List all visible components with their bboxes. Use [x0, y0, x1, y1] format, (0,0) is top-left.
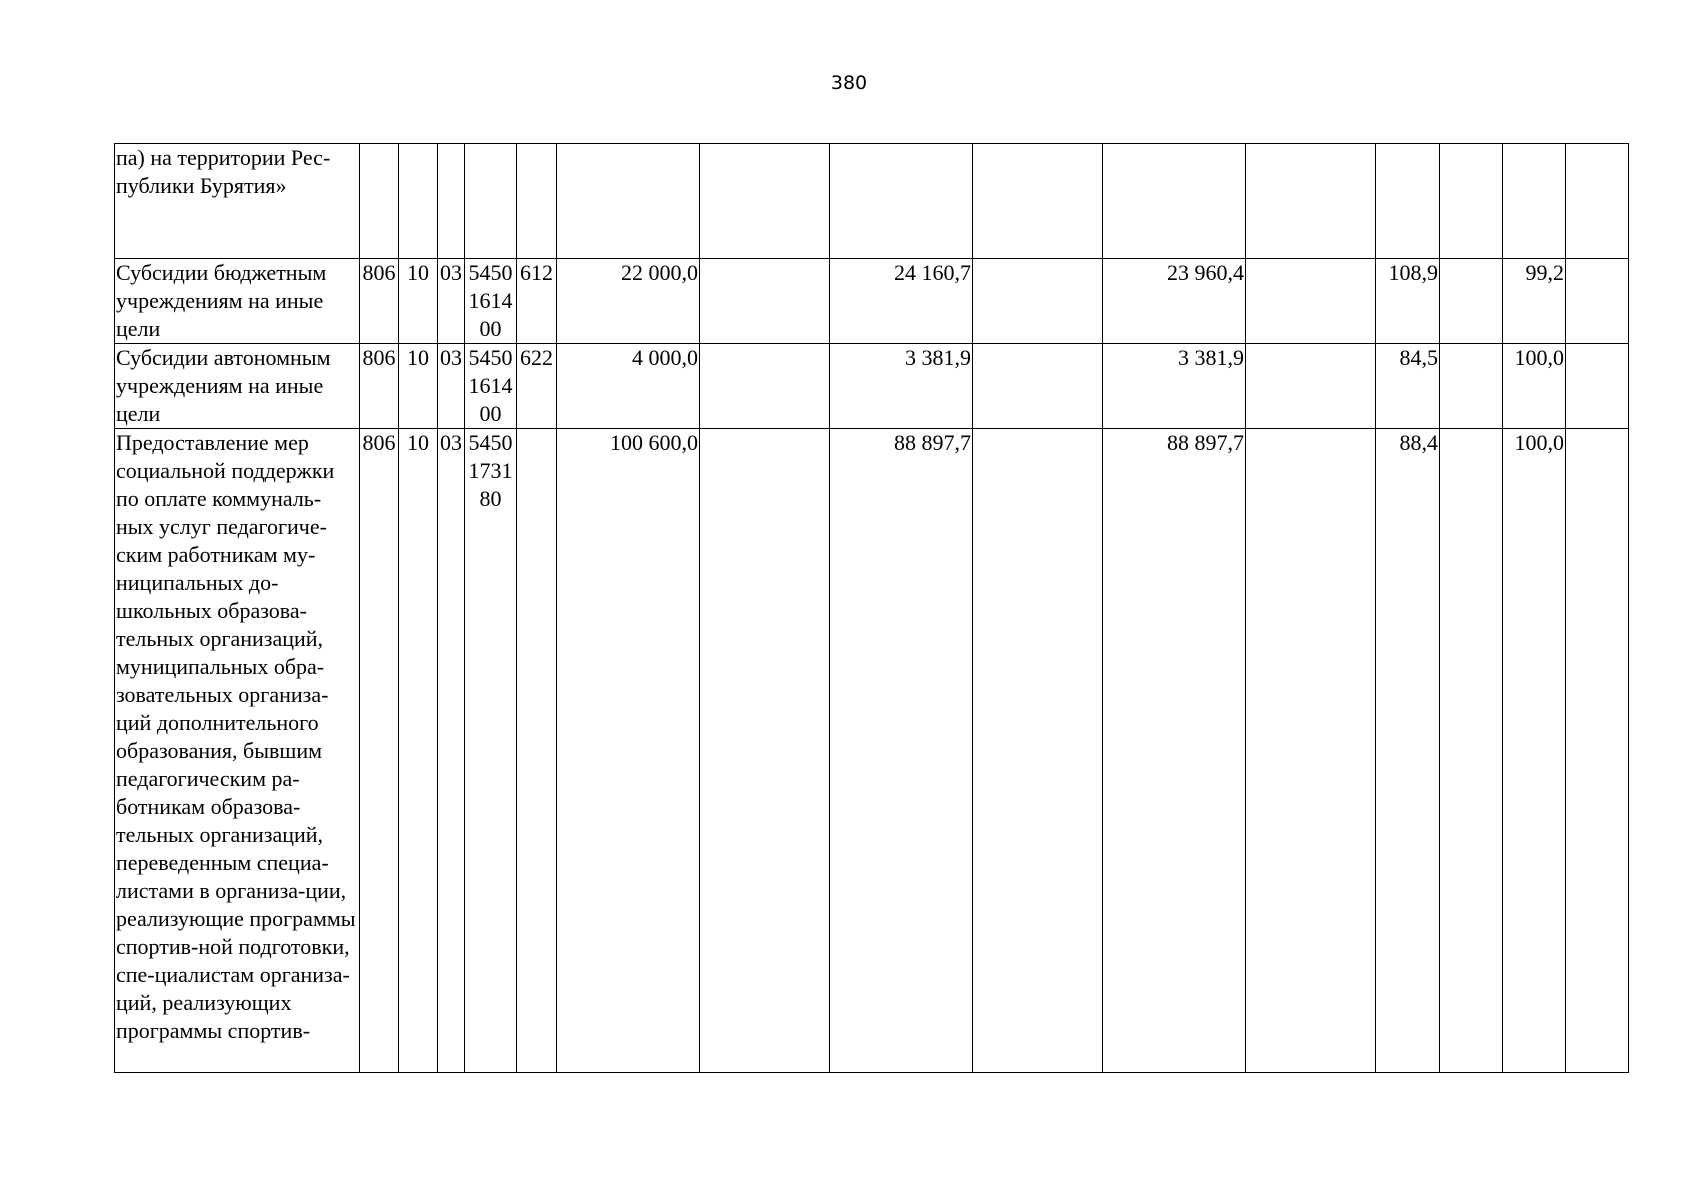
cell-rz: 10 [399, 259, 438, 344]
cell-value-2 [700, 429, 830, 1073]
row-name: Субсидии автономным учреждениям на иные цели [115, 344, 360, 429]
cell-value-4 [973, 144, 1103, 259]
cell-percent-1: 108,9 [1376, 259, 1440, 344]
cell-percent-4 [1566, 144, 1629, 259]
cell-rz: 10 [399, 429, 438, 1073]
cell-rz: 10 [399, 344, 438, 429]
table-row [115, 144, 1629, 259]
table-row [115, 429, 1629, 1073]
cell-value-1 [557, 144, 700, 259]
cell-pr: 03 [438, 259, 465, 344]
cell-value-6 [1246, 429, 1376, 1073]
cell-percent-2 [1440, 344, 1503, 429]
cell-percent-2 [1440, 429, 1503, 1073]
cell-value-6 [1246, 344, 1376, 429]
cell-csr [465, 144, 517, 259]
cell-value-4 [973, 259, 1103, 344]
cell-gr [360, 144, 399, 259]
page-number: 380 [830, 72, 868, 94]
row-name [115, 144, 360, 259]
cell-gr: 806 [360, 429, 399, 1073]
cell-csr: 5450 1614 00 [465, 344, 517, 429]
cell-value-2 [700, 259, 830, 344]
cell-pr: 03 [438, 344, 465, 429]
cell-pr [438, 144, 465, 259]
cell-value-1: 22 000,0 [557, 259, 700, 344]
table-row [115, 259, 1629, 344]
cell-percent-2 [1440, 144, 1503, 259]
cell-percent-2 [1440, 259, 1503, 344]
cell-value-6 [1246, 259, 1376, 344]
cell-percent-1 [1376, 144, 1440, 259]
cell-csr: 5450 1614 00 [465, 259, 517, 344]
cell-value-1: 4 000,0 [557, 344, 700, 429]
cell-gr: 806 [360, 344, 399, 429]
cell-pr: 03 [438, 429, 465, 1073]
cell-value-2 [700, 344, 830, 429]
cell-percent-1: 88,4 [1376, 429, 1440, 1073]
cell-value-6 [1246, 144, 1376, 259]
table-row [115, 344, 1629, 429]
cell-value-3: 24 160,7 [830, 259, 973, 344]
row-name: Субсидии бюджетным учреждениям на иные цели [115, 259, 360, 344]
cell-value-5: 88 897,7 [1103, 429, 1246, 1073]
row-name-text: па) на территории Рес- публики Бурятия» [116, 145, 331, 198]
cell-value-1: 100 600,0 [557, 429, 700, 1073]
cell-vr [517, 144, 557, 259]
cell-percent-3: 99,2 [1503, 259, 1566, 344]
cell-percent-4 [1566, 429, 1629, 1073]
cell-value-3: 3 381,9 [830, 344, 973, 429]
cell-value-5: 3 381,9 [1103, 344, 1246, 429]
cell-vr [517, 429, 557, 1073]
cell-rz [399, 144, 438, 259]
cell-percent-4 [1566, 259, 1629, 344]
cell-value-3: 88 897,7 [830, 429, 973, 1073]
cell-value-3 [830, 144, 973, 259]
cell-value-2 [700, 144, 830, 259]
cell-gr: 806 [360, 259, 399, 344]
cell-value-4 [973, 429, 1103, 1073]
cell-percent-4 [1566, 344, 1629, 429]
budget-table [114, 143, 1629, 1073]
row-name: Предоставление мер социальной поддержки по оплате коммуналь-ных услуг педагогиче-ским работникам му-ниципальных до-школьных образова-тельных организаций, муниципальных обра-зовательных организа-ций дополнительного образования, бывшим педагогическим ра-ботникам образова-тельных организаций, переведенным специа-листами в организа-ции, реализующие программы спортив-ной подготовки, спе-циалистам организа-ций, реализующих программы спортив- [115, 429, 360, 1073]
cell-value-4 [973, 344, 1103, 429]
cell-vr: 622 [517, 344, 557, 429]
cell-vr: 612 [517, 259, 557, 344]
cell-value-5 [1103, 144, 1246, 259]
cell-percent-3: 100,0 [1503, 429, 1566, 1073]
cell-value-5: 23 960,4 [1103, 259, 1246, 344]
cell-csr: 5450 1731 80 [465, 429, 517, 1073]
cell-percent-3 [1503, 144, 1566, 259]
cell-percent-1: 84,5 [1376, 344, 1440, 429]
cell-percent-3: 100,0 [1503, 344, 1566, 429]
